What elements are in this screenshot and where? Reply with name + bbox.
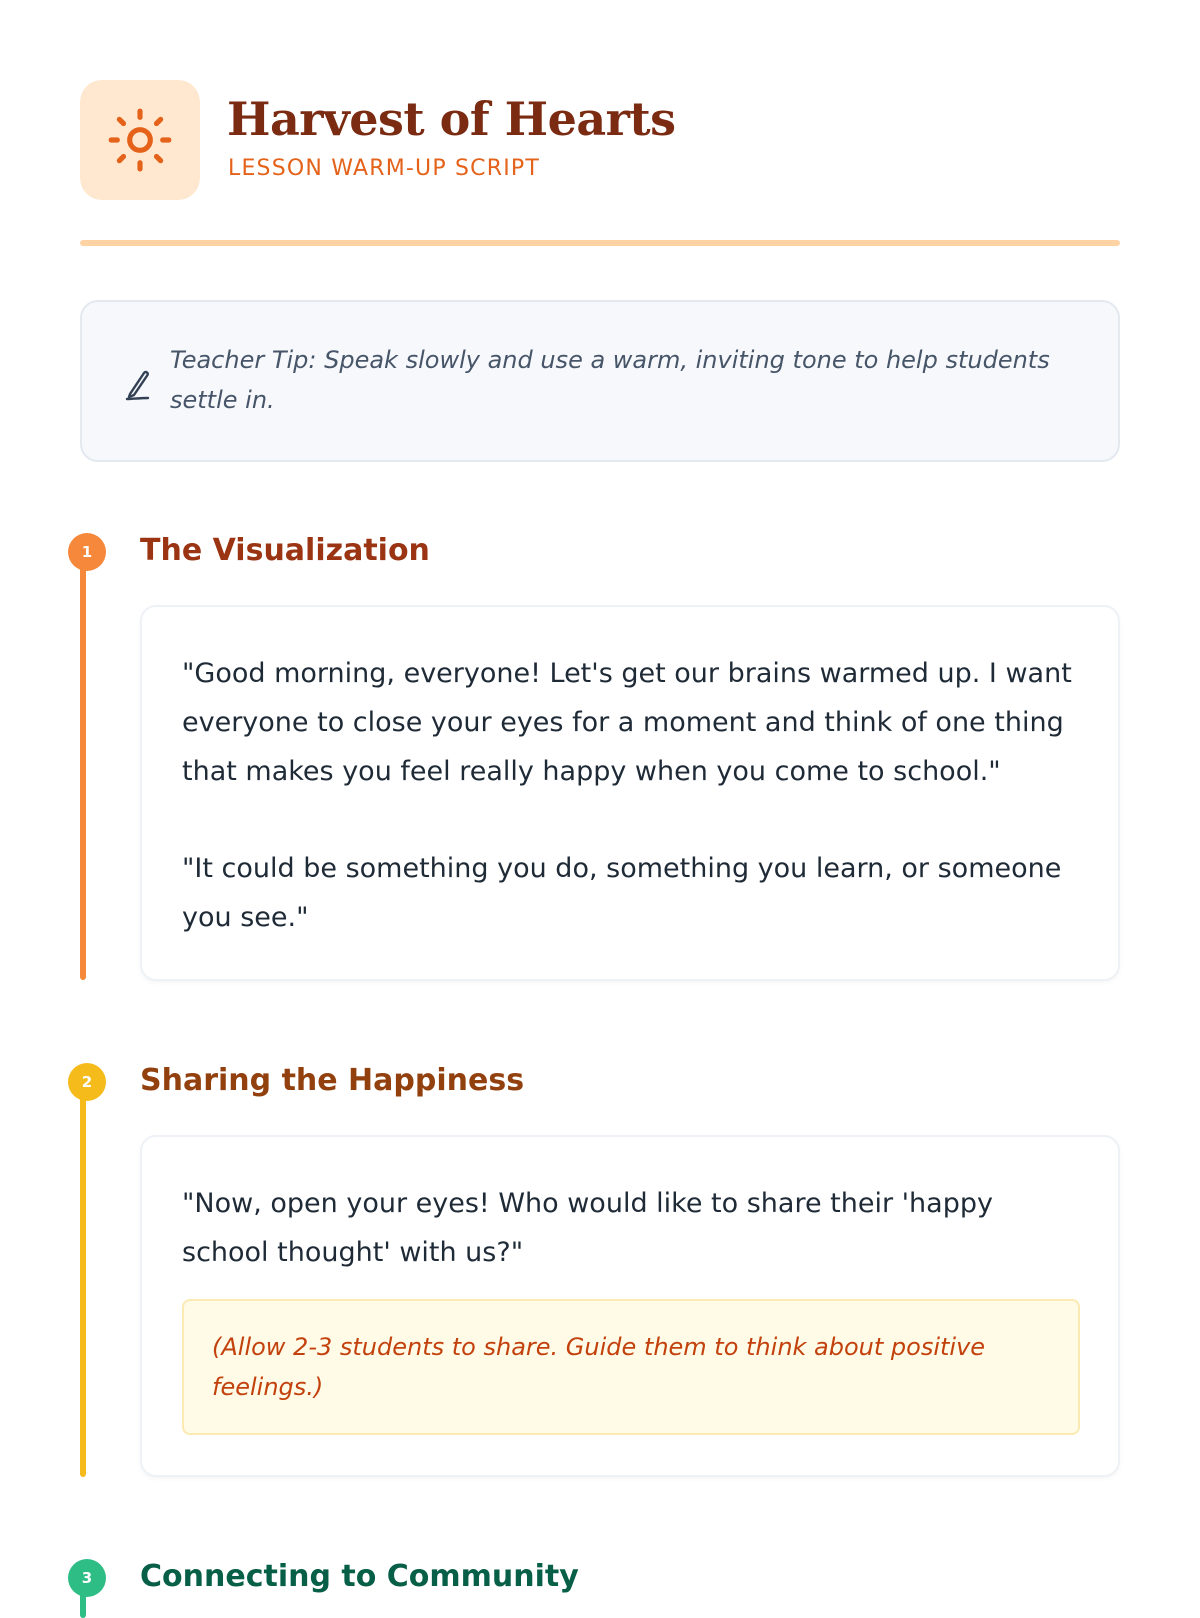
step-1-title: The Visualization: [140, 533, 430, 568]
step-2-teacher-note: [182, 1299, 1080, 1435]
step-2-note-text: (Allow 2-3 students to share. Guide them to think about positive feelings.): [212, 1333, 986, 1401]
teacher-tip-card: [80, 300, 1120, 462]
step-3-badge: 3: [68, 1559, 106, 1597]
step-1-timeline: [80, 550, 86, 980]
step-2-script-paragraph: "Now, open your eyes! Who would like to share their 'happy school thought' with us?": [182, 1188, 993, 1268]
step-2-card: [140, 1135, 1120, 1477]
step-1-badge: 1: [68, 533, 106, 571]
step-1-script-paragraph-1: "Good morning, everyone! Let's get our brains warmed up. I want everyone to close your eyes for a moment and think of one thing that makes you feel really happy when you come to school.": [182, 658, 1072, 787]
step-3-title: Connecting to Community: [140, 1559, 579, 1594]
pen-icon: [124, 367, 152, 401]
step-2-badge: 2: [68, 1063, 106, 1101]
sun-icon: [107, 107, 173, 173]
step-2-title: Sharing the Happiness: [140, 1063, 525, 1098]
lesson-header: [80, 80, 1120, 205]
page-title: Harvest of Hearts: [227, 92, 676, 146]
step-1-card: [140, 605, 1120, 981]
page-subtitle: LESSON WARM-UP SCRIPT: [228, 156, 541, 181]
step-2-timeline: [80, 1082, 86, 1477]
teacher-tip-text: Teacher Tip: Speak slowly and use a warm, inviting tone to help students settle in.: [170, 346, 1050, 414]
step-1-script-paragraph-2: "It could be something you do, something you learn, or someone you see.": [182, 853, 1062, 933]
header-divider: [80, 240, 1120, 246]
logo-badge: [80, 80, 200, 200]
